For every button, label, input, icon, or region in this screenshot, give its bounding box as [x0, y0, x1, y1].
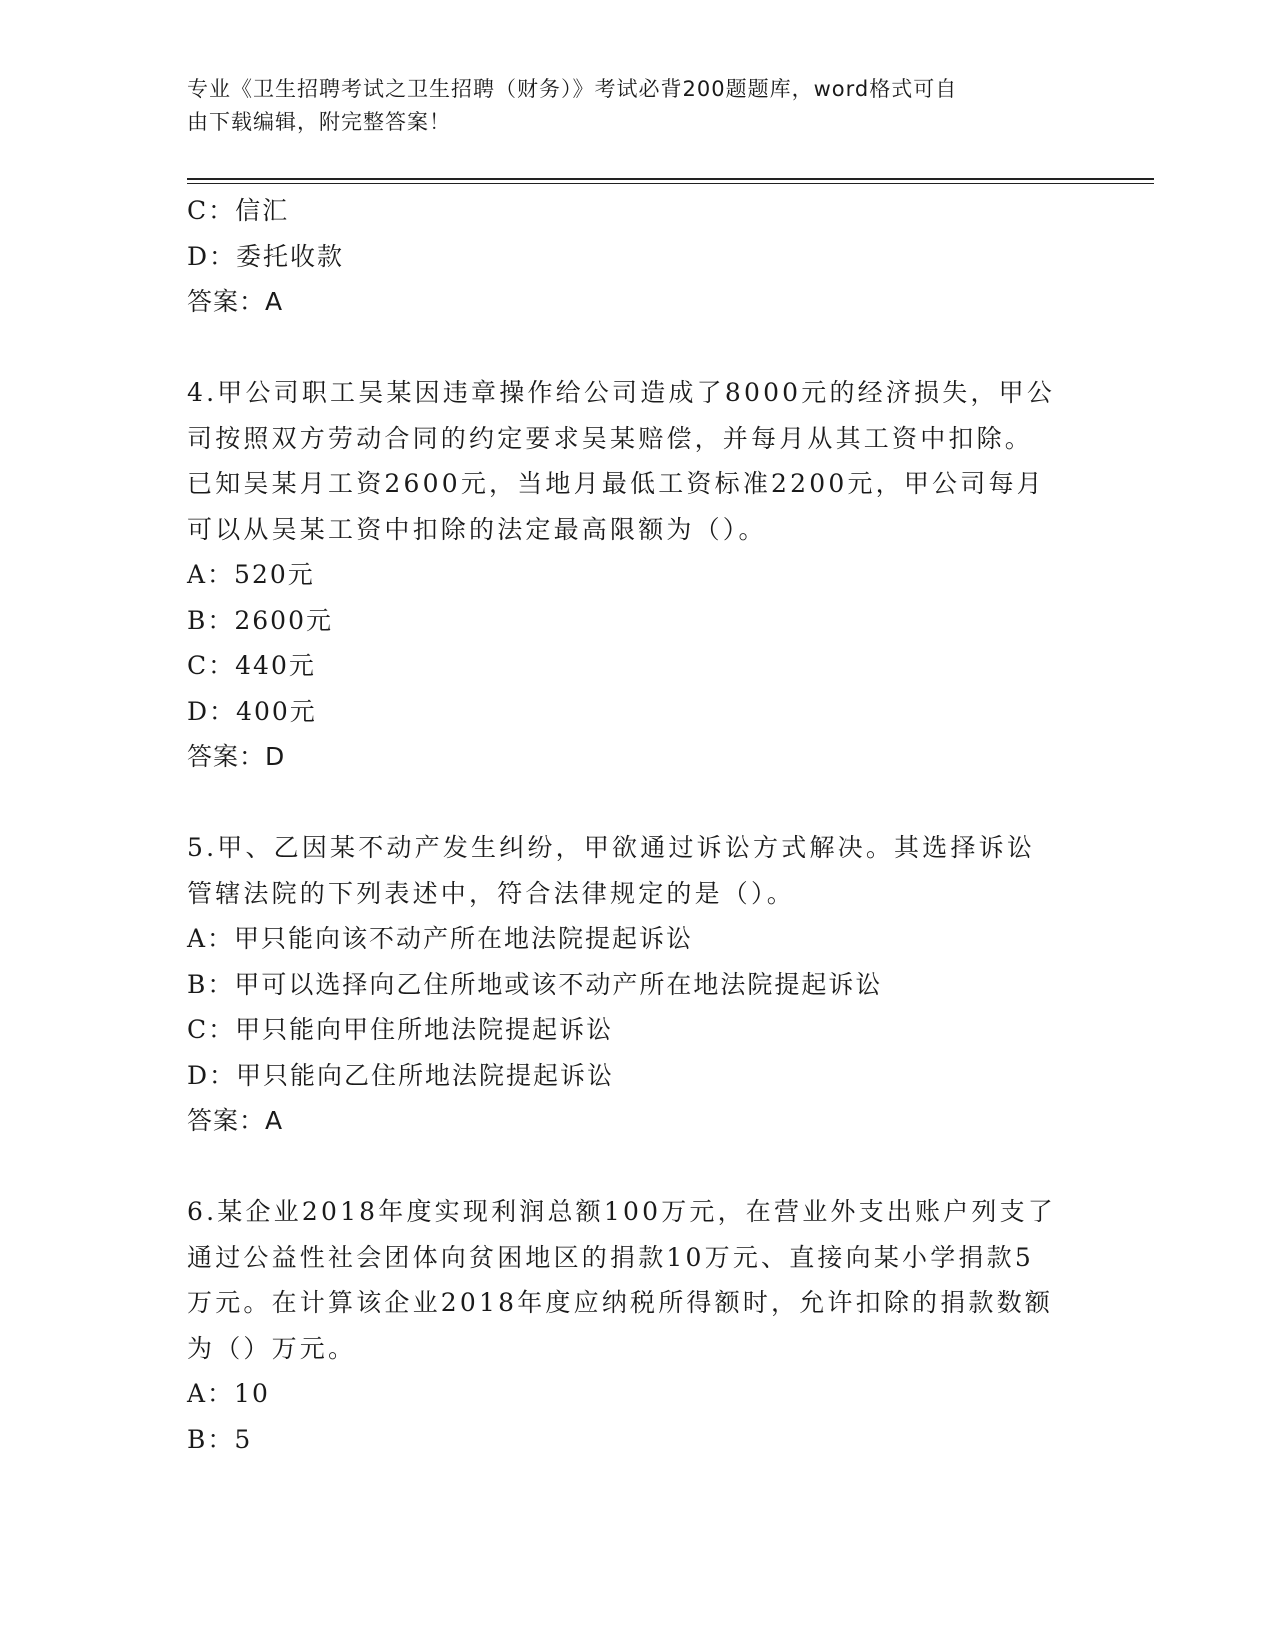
q4-stem-line: 可以从吴某工资中扣除的法定最高限额为（）。 [187, 514, 767, 544]
q6-stem-line: 为（）万元。 [187, 1333, 357, 1363]
header-rule-thin [187, 183, 1154, 184]
q6-stem-line: 6.某企业2018年度实现利润总额100万元，在营业外支出账户列支了 [187, 1197, 1056, 1226]
q6-option-b: B：5 [187, 1424, 253, 1454]
header-rule-thick [187, 178, 1154, 180]
q5-option-a: A：甲只能向该不动产所在地法院提起诉讼 [187, 924, 694, 953]
q4-option-b: B：2600元 [187, 605, 333, 635]
q5-stem-line: 管辖法院的下列表述中，符合法律规定的是（）。 [187, 878, 795, 908]
q4-stem-line: 已知吴某月工资2600元，当地月最低工资标准2200元，甲公司每月 [187, 469, 1045, 498]
question-content [187, 188, 1087, 1462]
q6-stem-line: 通过公益性社会团体向贫困地区的捐款10万元、直接向某小学捐款5 [187, 1242, 1034, 1272]
q6-option-a: A：10 [187, 1379, 270, 1408]
q3-answer: 答案：A [187, 287, 284, 316]
q5-stem-line: 5.甲、乙因某不动产发生纠纷，甲欲通过诉讼方式解决。其选择诉讼 [187, 833, 1036, 862]
spacer [187, 780, 1087, 826]
q5-option-d: D：甲只能向乙住所地法院提起诉讼 [187, 1060, 615, 1090]
q6-stem-line: 万元。在计算该企业2018年度应纳税所得额时，允许扣除的捐款数额 [187, 1288, 1054, 1317]
q4-stem-line: 司按照双方劳动合同的约定要求吴某赔偿，并每月从其工资中扣除。 [187, 423, 1034, 453]
q5-stem [187, 825, 1087, 916]
spacer [187, 1144, 1087, 1190]
q4-option-a: A：520元 [187, 560, 315, 589]
page-header [187, 73, 1087, 139]
q4-stem [187, 370, 1087, 552]
q6-stem [187, 1189, 1087, 1371]
spacer [187, 325, 1087, 371]
header-line-2: 由下载编辑，附完整答案！ [187, 110, 451, 134]
q5-option-c: C：甲只能向甲住所地法院提起诉讼 [187, 1015, 614, 1044]
q4-option-d: D：400元 [187, 696, 317, 726]
q5-answer: 答案：A [187, 1106, 284, 1135]
q5-option-b: B：甲可以选择向乙住所地或该不动产所在地法院提起诉讼 [187, 969, 883, 999]
q3-option-c: C：信汇 [187, 196, 290, 225]
q4-stem-line: 4.甲公司职工吴某因违章操作给公司造成了8000元的经济损失，甲公 [187, 378, 1056, 407]
header-line-1: 专业《卫生招聘考试之卫生招聘（财务）》考试必背200题题库，word格式可自 [187, 77, 958, 101]
q3-option-d: D：委托收款 [187, 241, 345, 271]
q4-option-c: C：440元 [187, 651, 316, 680]
q4-answer: 答案：D [187, 742, 286, 771]
